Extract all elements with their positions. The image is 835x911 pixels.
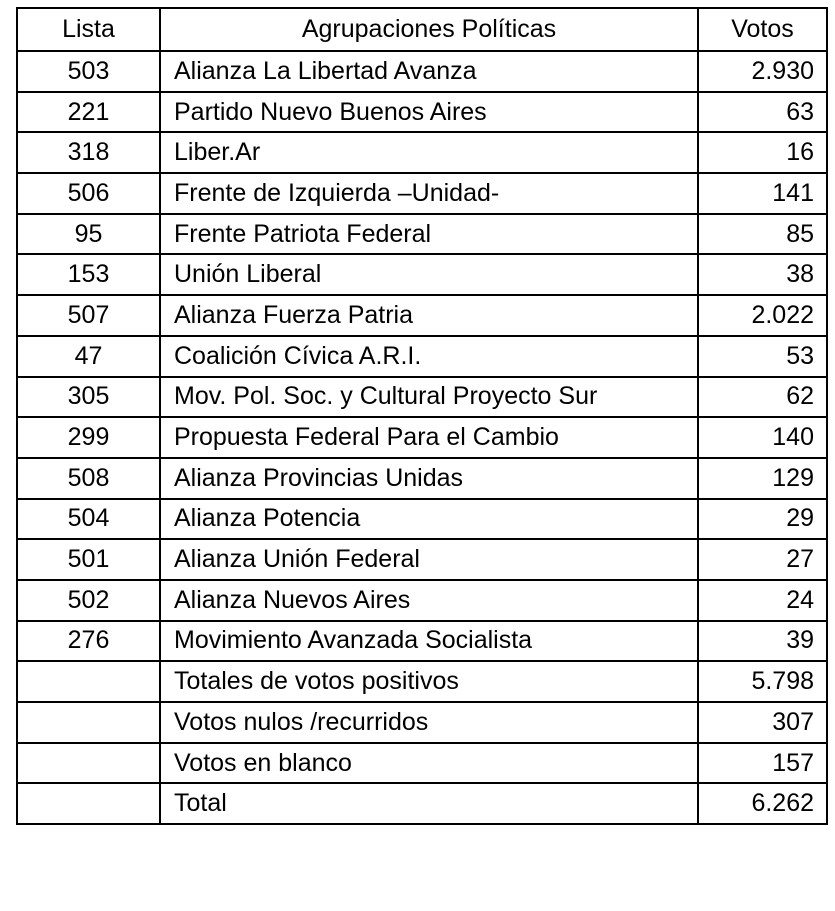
votos-cell: 129 [698, 458, 827, 499]
lista-cell: 502 [17, 580, 160, 621]
table-row [17, 336, 827, 377]
lista-cell: 221 [17, 92, 160, 133]
empty-lista-cell [17, 743, 160, 784]
agrupacion-cell: Mov. Pol. Soc. y Cultural Proyecto Sur [160, 377, 698, 418]
votos-cell: 27 [698, 539, 827, 580]
table-row [17, 458, 827, 499]
table-row [17, 539, 827, 580]
totals-row-nulos [17, 702, 827, 743]
totals-row-total [17, 783, 827, 824]
lista-cell: 276 [17, 621, 160, 662]
table-row [17, 580, 827, 621]
agrupacion-cell: Alianza Potencia [160, 499, 698, 540]
table-row [17, 92, 827, 133]
table-row [17, 254, 827, 295]
lista-cell: 506 [17, 173, 160, 214]
lista-cell: 299 [17, 417, 160, 458]
table-row [17, 51, 827, 92]
totals-value: 5.798 [698, 661, 827, 702]
totals-row-positivos [17, 661, 827, 702]
totals-value: 157 [698, 743, 827, 784]
votos-cell: 62 [698, 377, 827, 418]
table-row [17, 173, 827, 214]
header-lista: Lista [17, 8, 160, 51]
totals-label: Totales de votos positivos [160, 661, 698, 702]
totals-value: 307 [698, 702, 827, 743]
lista-cell: 153 [17, 254, 160, 295]
totals-row-blanco [17, 743, 827, 784]
table-row [17, 621, 827, 662]
results-table [16, 7, 828, 825]
votos-cell: 63 [698, 92, 827, 133]
header-agrupaciones: Agrupaciones Políticas [160, 8, 698, 51]
lista-cell: 318 [17, 132, 160, 173]
agrupacion-cell: Liber.Ar [160, 132, 698, 173]
lista-cell: 95 [17, 214, 160, 255]
agrupacion-cell: Movimiento Avanzada Socialista [160, 621, 698, 662]
totals-value: 6.262 [698, 783, 827, 824]
votos-cell: 39 [698, 621, 827, 662]
agrupacion-cell: Alianza Fuerza Patria [160, 295, 698, 336]
table-row [17, 214, 827, 255]
header-row [17, 8, 827, 51]
table-row [17, 417, 827, 458]
totals-label: Votos en blanco [160, 743, 698, 784]
table-row [17, 295, 827, 336]
lista-cell: 507 [17, 295, 160, 336]
agrupacion-cell: Frente Patriota Federal [160, 214, 698, 255]
votos-cell: 16 [698, 132, 827, 173]
votos-cell: 141 [698, 173, 827, 214]
empty-lista-cell [17, 702, 160, 743]
table-row [17, 377, 827, 418]
votos-cell: 2.930 [698, 51, 827, 92]
votos-cell: 38 [698, 254, 827, 295]
agrupacion-cell: Alianza Unión Federal [160, 539, 698, 580]
header-votos: Votos [698, 8, 827, 51]
lista-cell: 503 [17, 51, 160, 92]
lista-cell: 508 [17, 458, 160, 499]
totals-label: Votos nulos /recurridos [160, 702, 698, 743]
empty-lista-cell [17, 661, 160, 702]
table-row [17, 132, 827, 173]
agrupacion-cell: Alianza La Libertad Avanza [160, 51, 698, 92]
votos-cell: 2.022 [698, 295, 827, 336]
lista-cell: 305 [17, 377, 160, 418]
votos-cell: 140 [698, 417, 827, 458]
votos-cell: 53 [698, 336, 827, 377]
votos-cell: 29 [698, 499, 827, 540]
votos-cell: 24 [698, 580, 827, 621]
table-row [17, 499, 827, 540]
lista-cell: 501 [17, 539, 160, 580]
agrupacion-cell: Frente de Izquierda –Unidad- [160, 173, 698, 214]
agrupacion-cell: Partido Nuevo Buenos Aires [160, 92, 698, 133]
agrupacion-cell: Alianza Nuevos Aires [160, 580, 698, 621]
votos-cell: 85 [698, 214, 827, 255]
agrupacion-cell: Coalición Cívica A.R.I. [160, 336, 698, 377]
lista-cell: 47 [17, 336, 160, 377]
totals-label: Total [160, 783, 698, 824]
agrupacion-cell: Unión Liberal [160, 254, 698, 295]
empty-lista-cell [17, 783, 160, 824]
agrupacion-cell: Propuesta Federal Para el Cambio [160, 417, 698, 458]
lista-cell: 504 [17, 499, 160, 540]
agrupacion-cell: Alianza Provincias Unidas [160, 458, 698, 499]
